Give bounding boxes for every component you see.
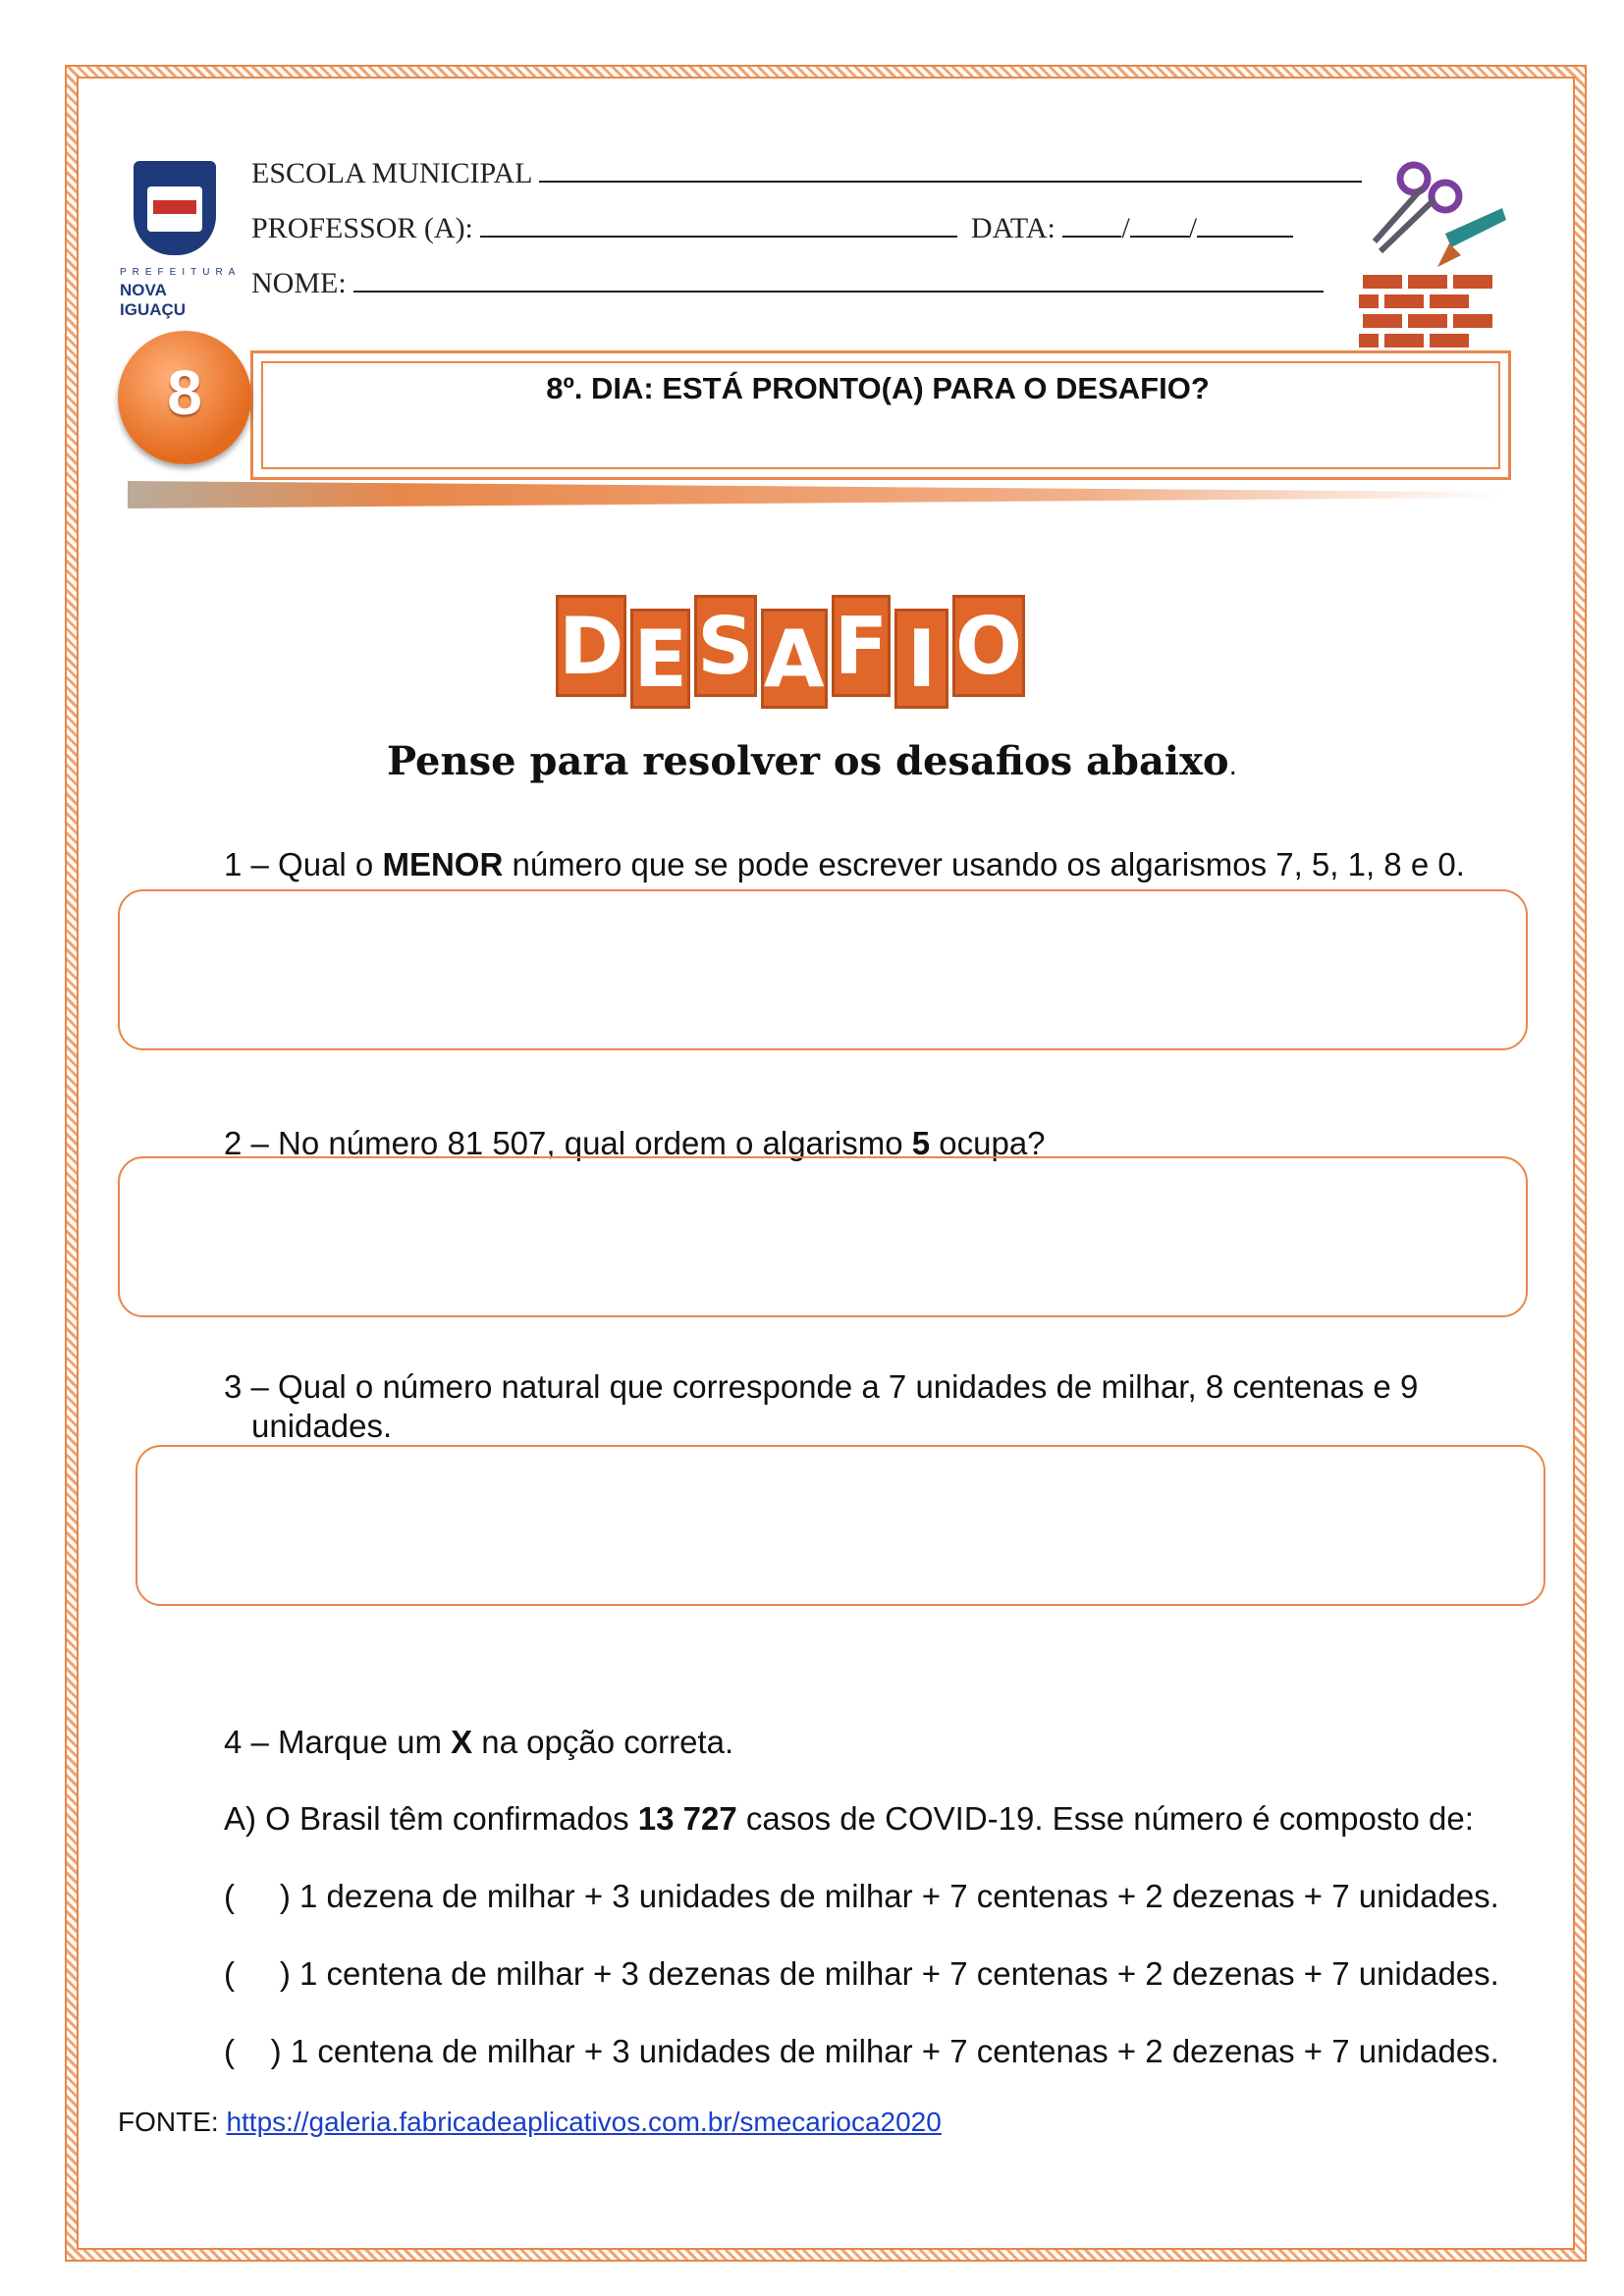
page-border — [65, 65, 1587, 2262]
